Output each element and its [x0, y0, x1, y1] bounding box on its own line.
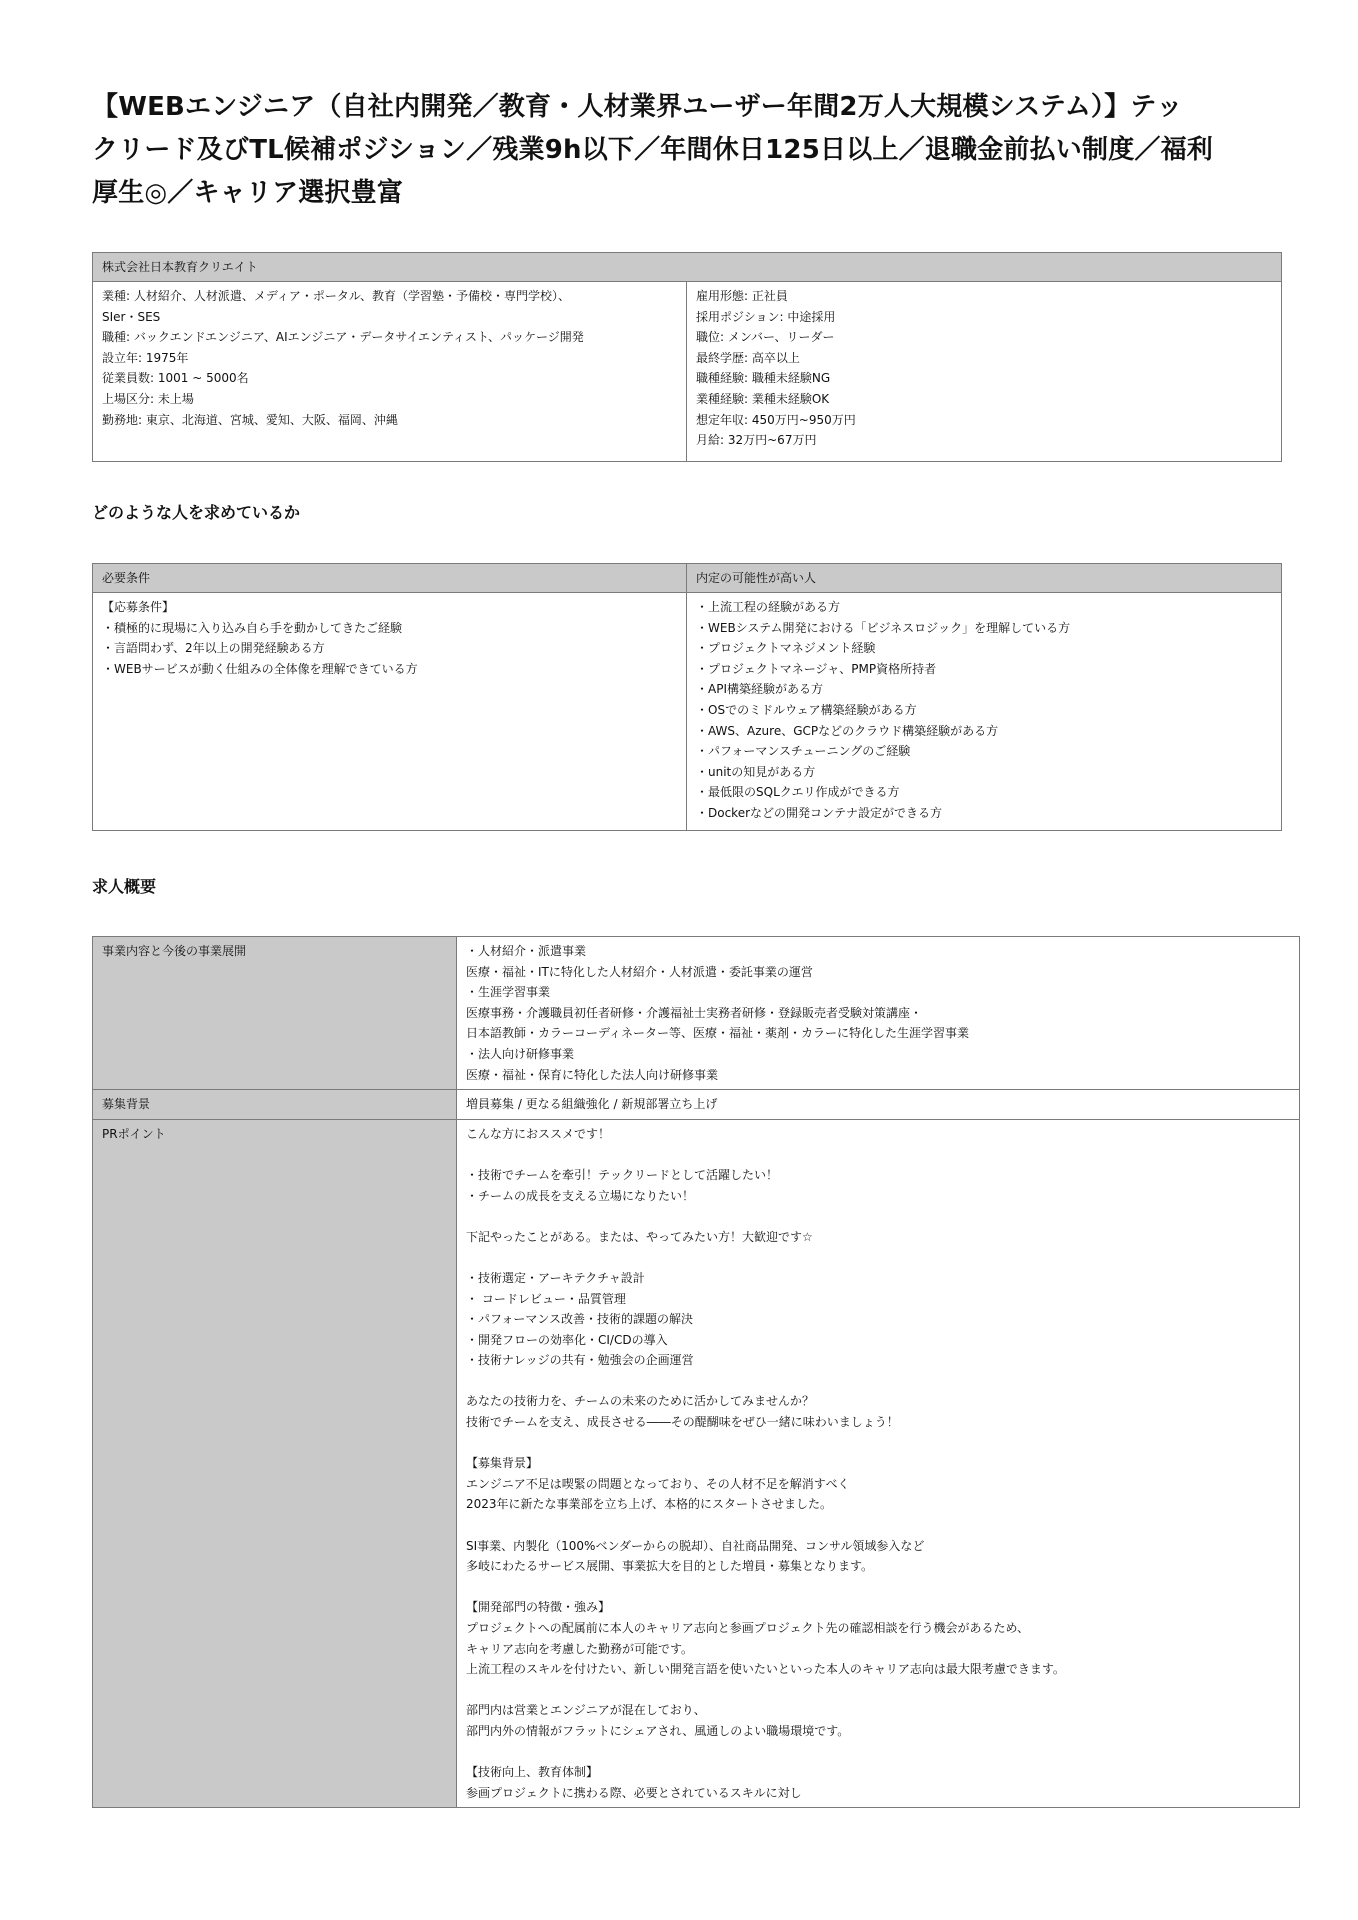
- summary-content-line: 【技術向上、教育体制】: [466, 1765, 599, 1780]
- summary-content-line: [466, 1206, 1290, 1227]
- summary-content-line: [466, 1680, 1290, 1701]
- summary-content-line: ・パフォーマンス改善・技術的課題の解決: [466, 1312, 694, 1327]
- summary-content-line: 医療・福祉・保育に特化した法人向け研修事業: [466, 1067, 719, 1082]
- company-detail-line: 職種経験: 職種未経験NG: [696, 371, 831, 386]
- requirement-item: ・言語問わず、2年以上の開発経験ある方: [102, 641, 325, 656]
- summary-content-line: こんな方におススメです！: [466, 1126, 611, 1141]
- company-info-table: [92, 252, 1282, 462]
- summary-content-line: 日本語教師・カラーコーディネーター等、医療・福祉・薬剤・カラーに特化した生涯学習事業: [466, 1026, 970, 1041]
- summary-row: [93, 1090, 1300, 1120]
- company-detail-line: 月給: 32万円~67万円: [696, 433, 817, 448]
- preferred-item: ・プロジェクトマネジメント経験: [696, 641, 876, 656]
- requirement-item: 【応募条件】: [102, 600, 175, 614]
- preferred-item: ・unitの知見がある方: [696, 764, 816, 779]
- summary-content-line: キャリア志向を考慮した勤務が可能です。: [466, 1641, 694, 1656]
- summary-row-content: [457, 1090, 1300, 1120]
- preferred-item: ・Dockerなどの開発コンテナ設定ができる方: [696, 805, 943, 820]
- summary-row-label: PRポイント: [93, 1119, 457, 1808]
- company-details-right: [687, 282, 1282, 462]
- summary-content-line: SI事業、内製化（100%ベンダーからの脱却）、自社商品開発、コンサル領域参入など: [466, 1538, 925, 1553]
- summary-row-content: [457, 1119, 1300, 1808]
- preferred-item: ・AWS、Azure、GCPなどのクラウド構築経験がある方: [696, 723, 999, 738]
- preferred-item: ・最低限のSQLクエリ作成ができる方: [696, 785, 900, 800]
- summary-content-line: [466, 1515, 1290, 1536]
- summary-content-line: ・技術でチームを牽引！テックリードとして活躍したい！: [466, 1167, 779, 1182]
- company-detail-line: 最終学歴: 高卒以上: [696, 350, 800, 365]
- summary-content-line: 医療事務・介護職員初任者研修・介護福祉士実務者研修・登録販売者受験対策講座・: [466, 1005, 923, 1020]
- summary-content-line: [466, 1371, 1290, 1392]
- summary-content-line: 【募集背景】: [466, 1456, 539, 1471]
- summary-content-line: プロジェクトへの配属前に本人のキャリア志向と参画プロジェクト先の確認相談を行う機会があるため、: [466, 1621, 1030, 1635]
- summary-content-line: 上流工程のスキルを付けたい、新しい開発言語を使いたいといった本人のキャリア志向は最大限考慮できます。: [466, 1662, 1065, 1677]
- company-detail-line: 雇用形態: 正社員: [696, 289, 788, 303]
- summary-content-line: 多岐にわたるサービス展開、事業拡大を目的とした増員・募集となります。: [466, 1559, 874, 1574]
- preferred-item: ・WEBシステム開発における「ビジネスロジック」を理解している方: [696, 620, 1071, 635]
- requirements-list: [93, 593, 687, 831]
- job-title-line: クリード及びTL候補ポジション／残業9h以下／年間休日125日以上／退職金前払い制度／福利: [92, 135, 1214, 165]
- summary-row: [93, 1119, 1300, 1808]
- summary-content-line: [466, 1144, 1290, 1165]
- summary-content-line: [466, 1247, 1290, 1268]
- summary-content-line: 部門内外の情報がフラットにシェアされ、風通しのよい職場環境です。: [466, 1723, 850, 1738]
- company-detail-line: 職位: メンバー、リーダー: [696, 330, 835, 345]
- summary-content-line: 参画プロジェクトに携わる際、必要とされているスキルに対し: [466, 1785, 802, 1800]
- summary-content-line: 増員募集 / 更なる組織強化 / 新規部署立ち上げ: [466, 1097, 718, 1112]
- preferred-item: ・OSでのミドルウェア構築経験がある方: [696, 702, 917, 717]
- summary-row-label: 事業内容と今後の事業展開: [93, 937, 457, 1090]
- job-title: [92, 86, 1282, 215]
- requirement-item: ・WEBサービスが動く仕組みの全体像を理解できている方: [102, 661, 418, 676]
- summary-content-line: ・ コードレビュー・品質管理: [466, 1291, 626, 1306]
- summary-content-line: [466, 1433, 1290, 1454]
- company-detail-line: 勤務地: 東京、北海道、宮城、愛知、大阪、福岡、沖縄: [102, 412, 398, 427]
- summary-row-label: 募集背景: [93, 1090, 457, 1120]
- requirements-table: [92, 563, 1282, 831]
- summary-content-line: ・チームの成長を支える立場になりたい！: [466, 1188, 695, 1203]
- preferred-item: ・プロジェクトマネージャ、PMP資格所持者: [696, 661, 937, 676]
- requirements-header: 必要条件: [93, 564, 687, 593]
- job-title-line: 【WEBエンジニア（自社内開発／教育・人材業界ユーザー年間2万人大規模システム）】テッ: [92, 92, 1183, 122]
- section-heading-summary: 求人概要: [92, 877, 157, 896]
- company-name: 株式会社日本教育クリエイト: [93, 253, 1282, 282]
- summary-content-line: 部門内は営業とエンジニアが混在しており、: [466, 1703, 706, 1718]
- company-detail-line: 採用ポジション: 中途採用: [696, 309, 836, 324]
- section-heading-who: どのような人を求めているか: [92, 503, 301, 522]
- summary-content-line: 医療・福祉・ITに特化した人材紹介・人材派遣・委託事業の運営: [466, 964, 813, 979]
- summary-content-line: [466, 1742, 1290, 1763]
- company-detail-line: 想定年収: 450万円~950万円: [696, 412, 856, 427]
- company-detail-line: 従業員数: 1001 ~ 5000名: [102, 371, 249, 386]
- job-summary-table: [92, 936, 1300, 1808]
- summary-row: [93, 937, 1300, 1090]
- summary-content-line: エンジニア不足は喫緊の問題となっており、その人材不足を解消すべく: [466, 1476, 850, 1491]
- requirement-item: ・積極的に現場に入り込み自ら手を動かしてきたご経験: [102, 620, 403, 635]
- company-detail-line: 業種経験: 業種未経験OK: [696, 391, 830, 406]
- job-title-line: 厚生◎／キャリア選択豊富: [92, 178, 404, 208]
- preferred-item: ・パフォーマンスチューニングのご経験: [696, 744, 911, 759]
- summary-content-line: [466, 1577, 1290, 1598]
- summary-content-line: ・法人向け研修事業: [466, 1046, 575, 1061]
- company-detail-line: 業種: 人材紹介、人材派遣、メディア・ポータル、教育（学習塾・予備校・専門学校）、: [102, 289, 570, 303]
- summary-content-line: 【開発部門の特徴・強み】: [466, 1600, 611, 1615]
- preferred-header: 内定の可能性が高い人: [687, 564, 1282, 593]
- summary-content-line: ・技術選定・アーキテクチャ設計: [466, 1270, 645, 1285]
- summary-content-line: 技術でチームを支え、成長させる――その醍醐味をぜひ一緒に味わいましょう！: [466, 1415, 899, 1430]
- summary-content-line: ・技術ナレッジの共有・勉強会の企画運営: [466, 1353, 694, 1368]
- company-detail-line: 上場区分: 未上場: [102, 391, 194, 406]
- preferred-list: [687, 593, 1282, 831]
- summary-row-content: [457, 937, 1300, 1090]
- summary-content-line: ・人材紹介・派遣事業: [466, 944, 587, 958]
- company-detail-line: SIer・SES: [102, 309, 161, 324]
- preferred-item: ・API構築経験がある方: [696, 682, 823, 697]
- company-detail-line: 職種: バックエンドエンジニア、AIエンジニア・データサイエンティスト、パッケージ開発: [102, 330, 584, 345]
- summary-content-line: 下記やったことがある。または、やってみたい方！大歓迎です☆: [466, 1229, 813, 1244]
- company-details-left: [93, 282, 687, 462]
- preferred-item: ・上流工程の経験がある方: [696, 600, 841, 614]
- summary-content-line: ・開発フローの効率化・CI/CDの導入: [466, 1332, 668, 1347]
- company-detail-line: 設立年: 1975年: [102, 350, 189, 365]
- summary-content-line: 2023年に新たな事業部を立ち上げ、本格的にスタートさせました。: [466, 1497, 833, 1512]
- summary-content-line: ・生涯学習事業: [466, 985, 551, 1000]
- summary-content-line: あなたの技術力を、チームの未来のために活かしてみませんか？: [466, 1394, 815, 1409]
